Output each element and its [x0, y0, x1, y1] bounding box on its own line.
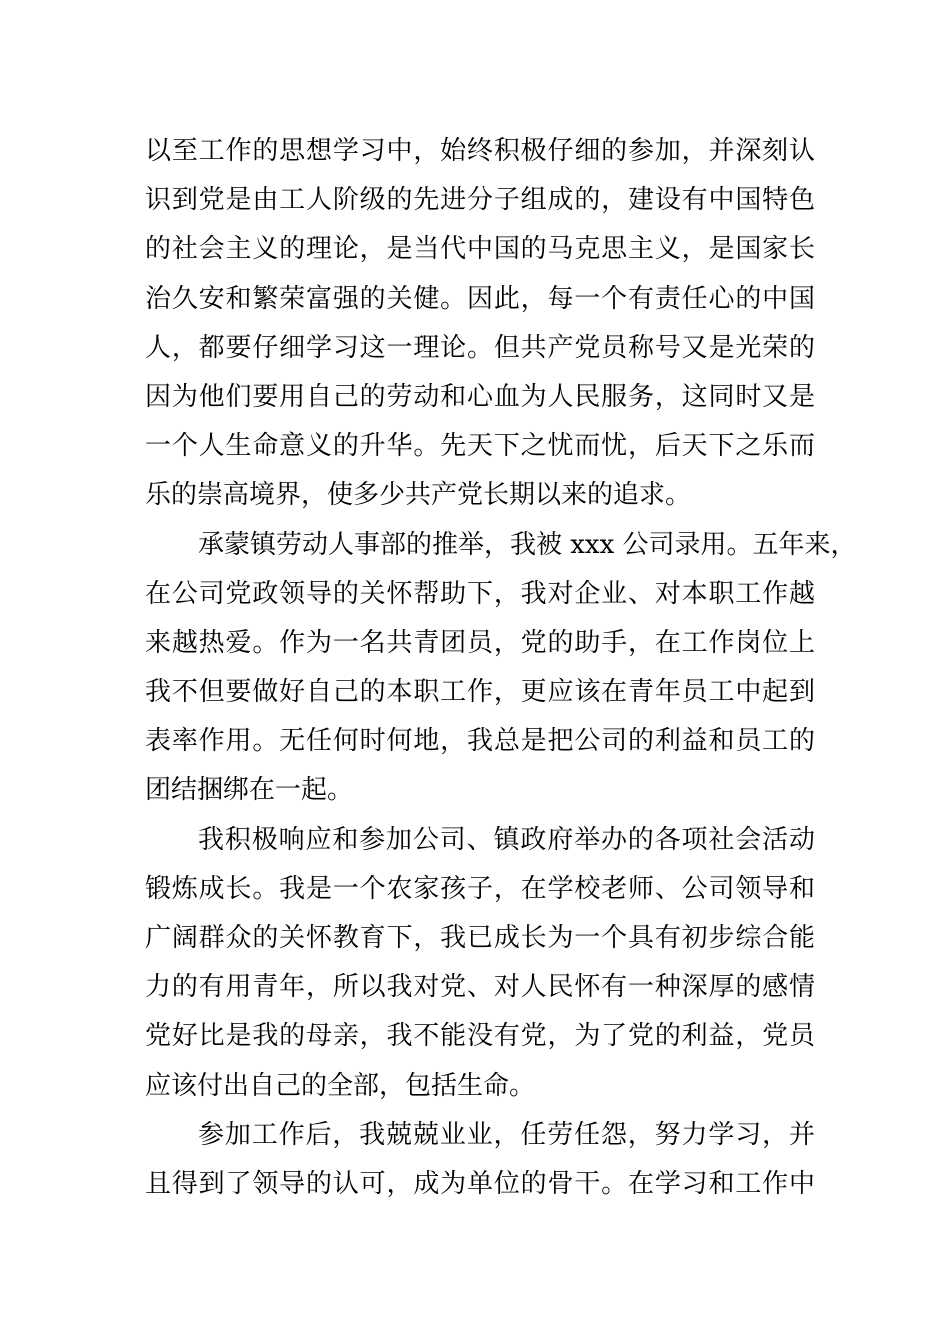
text-line: 应该付出自己的全部，包括生命。 [145, 1070, 536, 1101]
text-line: 表率作用。无任何时何地，我总是把公司的利益和员工的 [145, 726, 815, 757]
text-line: 承蒙镇劳动人事部的推举，我被 xxx 公司录用。五年来， [198, 529, 857, 560]
text-line: 以至工作的思想学习中，始终积极仔细的参加，并深刻认 [145, 136, 815, 166]
text-line: 治久安和繁荣富强的关健。因此，每一个有责任心的中国 [145, 283, 815, 314]
text-line: 在公司党政领导的关怀帮助下，我对企业、对本职工作越 [145, 578, 815, 609]
text-line: 乐的崇高境界，使多少共产党长期以来的追求。 [145, 480, 692, 511]
text-line: 一个人生命意义的升华。先天下之忧而忧，后天下之乐而 [145, 431, 815, 462]
document-body [145, 127, 857, 1209]
text-line: 力的有用青年，所以我对党、对人民怀有一种深厚的感情 [145, 972, 815, 1003]
paragraph-4 [145, 1111, 815, 1209]
text-line: 锻炼成长。我是一个农家孩子，在学校老师、公司领导和 [145, 873, 815, 904]
text-line: 团结捆绑在一起。 [145, 775, 354, 806]
text-line: 参加工作后，我兢兢业业，任劳任怨，努力学习，并 [198, 1119, 815, 1150]
paragraph-1 [145, 127, 815, 521]
text-line: 人，都要仔细学习这一理论。但共产党员称号又是光荣的 [145, 332, 815, 363]
text-line: 且得到了领导的认可，成为单位的骨干。在学习和工作中 [145, 1168, 815, 1199]
text-line: 的社会主义的理论，是当代中国的马克思主义，是国家长 [145, 234, 815, 265]
text-line: 广阔群众的关怀教育下，我已成长为一个具有初步综合能 [145, 923, 815, 953]
text-line: 来越热爱。作为一名共青团员，党的助手，在工作岗位上 [145, 627, 815, 658]
text-line: 识到党是由工人阶级的先进分子组成的，建设有中国特色 [145, 185, 815, 216]
text-line: 党好比是我的母亲，我不能没有党，为了党的利益，党员 [145, 1021, 815, 1052]
paragraph-3 [145, 816, 815, 1111]
paragraph-2 [145, 521, 857, 816]
text-line: 我不但要做好自己的本职工作，更应该在青年员工中起到 [145, 677, 815, 708]
text-line: 因为他们要用自己的劳动和心血为人民服务，这同时又是 [145, 381, 815, 412]
text-line: 我积极响应和参加公司、镇政府举办的各项社会活动 [198, 824, 815, 855]
